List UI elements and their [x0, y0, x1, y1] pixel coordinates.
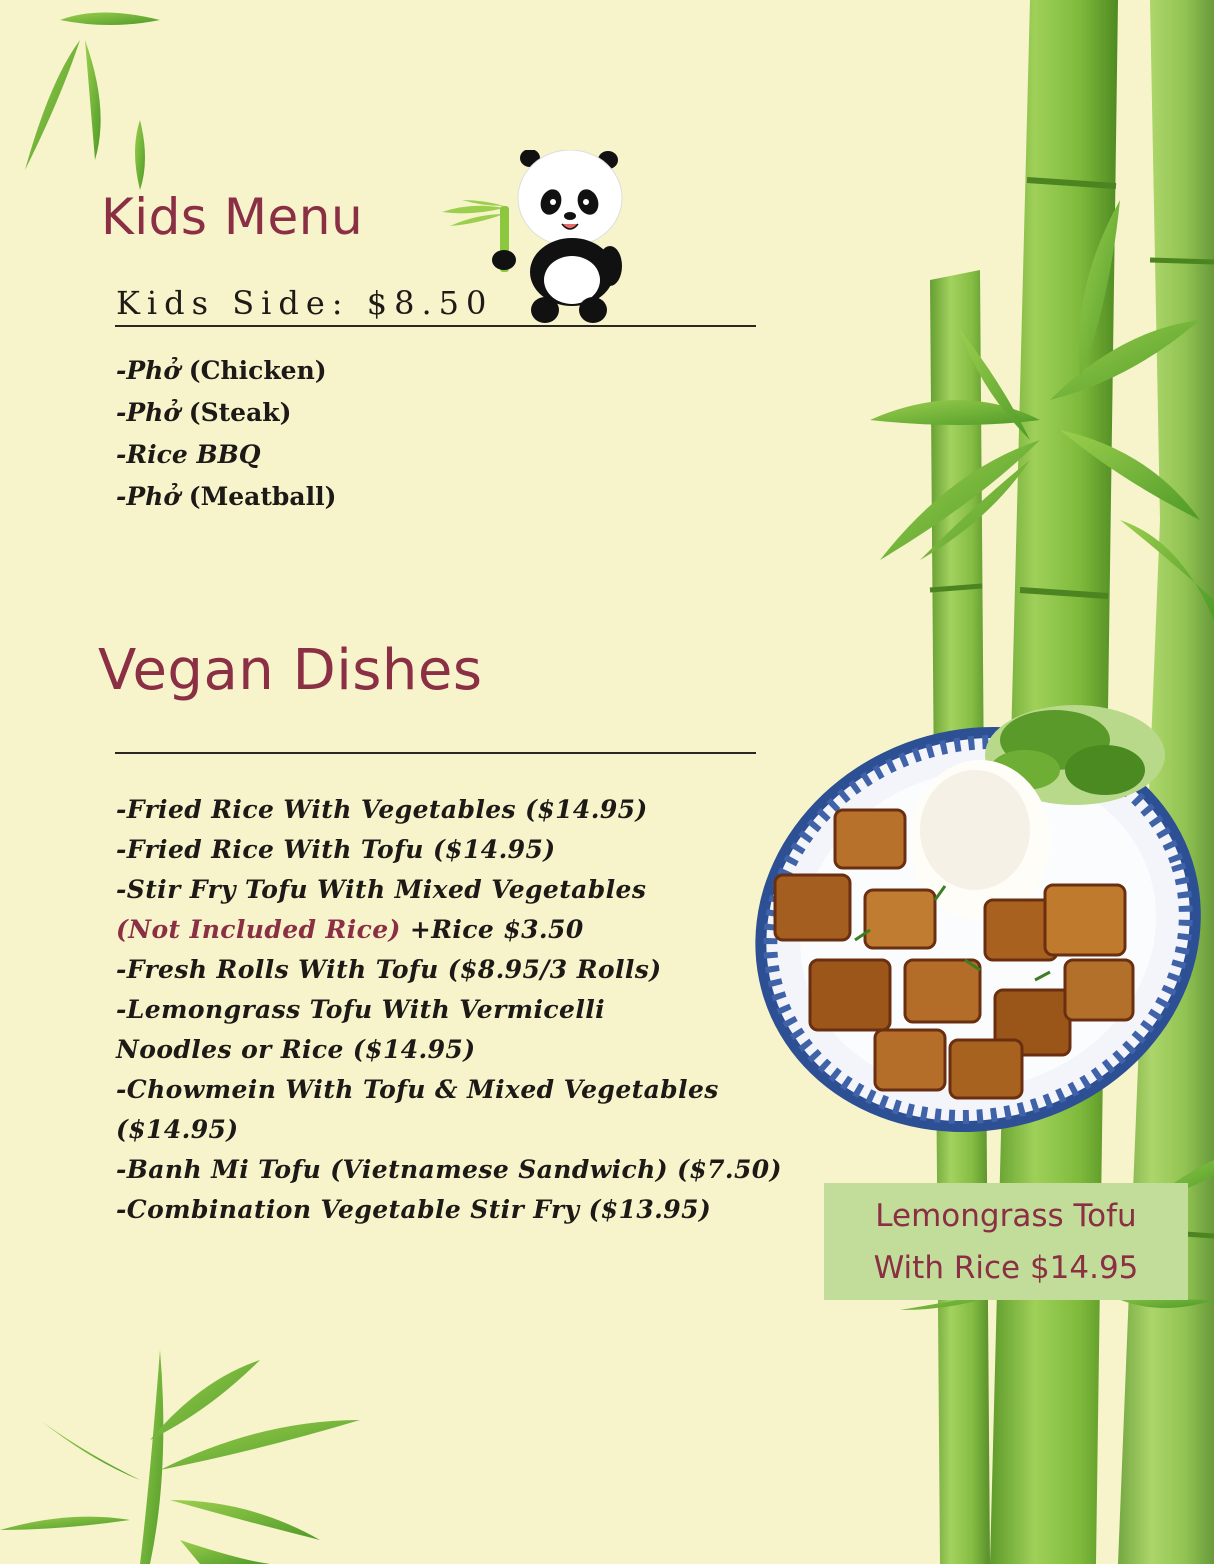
rice-not-included-note: (Not Included Rice)	[116, 915, 401, 944]
list-item: -Fresh Rolls With Tofu ($8.95/3 Rolls)	[116, 955, 662, 984]
list-item: -Lemongrass Tofu With Vermicelli	[116, 995, 606, 1024]
kids-menu-list	[116, 352, 336, 520]
divider	[115, 325, 756, 327]
list-item: Noodles or Rice ($14.95)	[116, 1035, 476, 1064]
rice-addon-price: +Rice $3.50	[400, 915, 584, 944]
list-item: -Phở (Meatball)	[116, 482, 337, 511]
caption-text: Lemongrass Tofu With Rice $14.95	[873, 1198, 1139, 1286]
list-item: -Banh Mi Tofu (Vietnamese Sandwich) ($7.50)	[116, 1155, 782, 1184]
list-item: -Phở (Chicken)	[116, 356, 327, 385]
list-item: -Stir Fry Tofu With Mixed Vegetables	[116, 875, 647, 904]
list-item: -Fried Rice With Vegetables ($14.95)	[116, 795, 648, 824]
list-item: -Combination Vegetable Stir Fry ($13.95)	[116, 1195, 712, 1224]
vegan-menu-list	[116, 790, 782, 1230]
food-plate-photo	[735, 660, 1214, 1180]
kids-menu-title: Kids Menu	[101, 188, 364, 246]
list-item	[116, 910, 782, 950]
list-item: -Chowmein With Tofu & Mixed Vegetables	[116, 1075, 719, 1104]
featured-dish-caption	[824, 1183, 1188, 1300]
list-item: -Fried Rice With Tofu ($14.95)	[116, 835, 556, 864]
divider	[115, 752, 756, 754]
list-item: -Phở (Steak)	[116, 398, 292, 427]
vegan-dishes-title: Vegan Dishes	[98, 638, 483, 703]
list-item: ($14.95)	[116, 1115, 239, 1144]
kids-side-price: Kids Side: $8.50	[116, 284, 494, 322]
list-item: -Rice BBQ	[116, 440, 261, 469]
